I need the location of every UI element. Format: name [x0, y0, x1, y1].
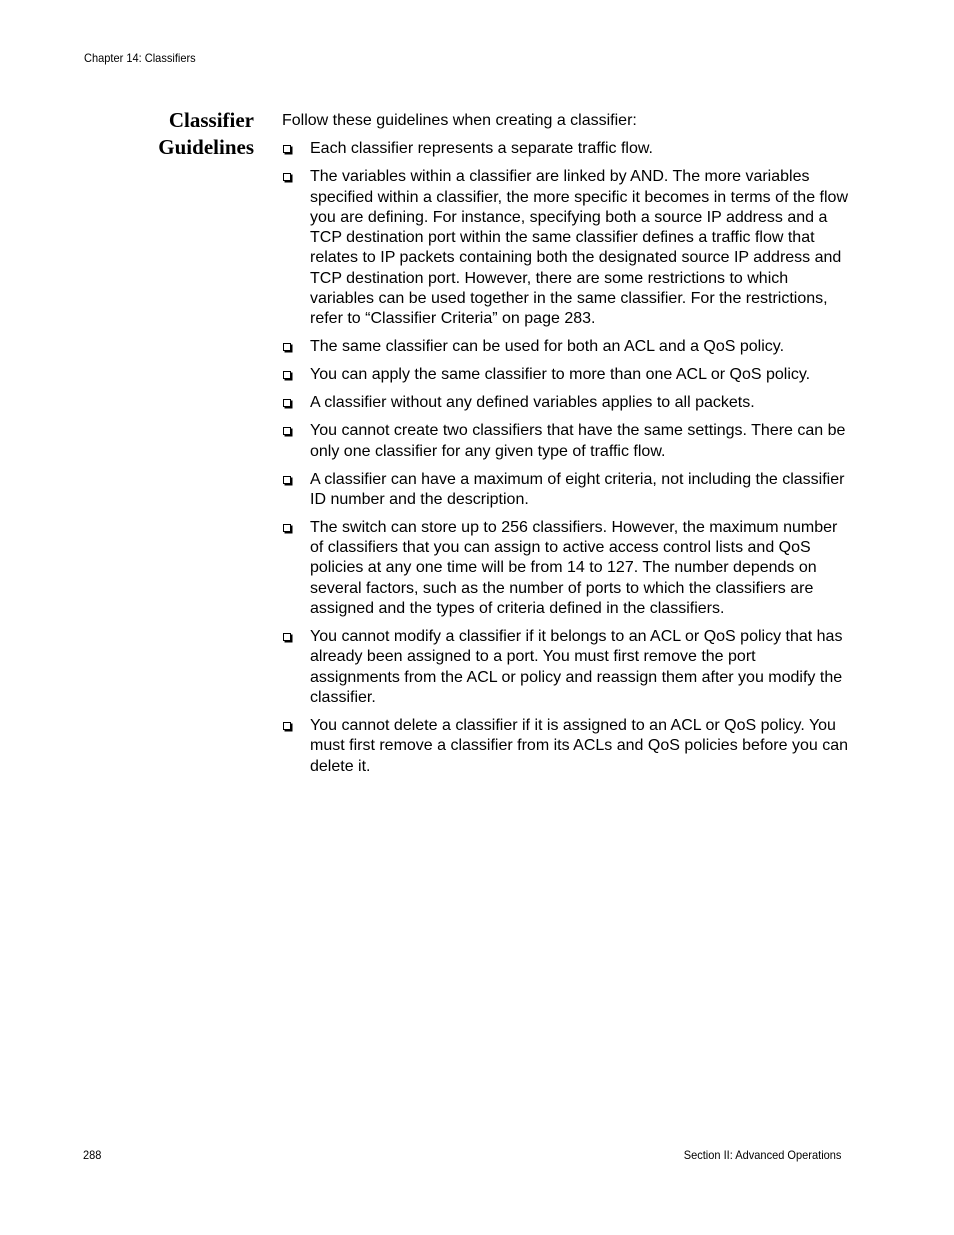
checkbox-icon [283, 427, 291, 435]
list-item-text: The same classifier can be used for both an ACL and a QoS policy. [310, 338, 785, 356]
list-item-text: The variables within a classifier are linked by AND. The more variables specified within a classifier, the more specific it becomes in terms of the flow you are defining. For instance, specifying both a source IP address and a TCP destination port within the same classifier defines a traffic flow that relates to IP packets containing both the designated source IP address and TCP destination port. However, there are some restrictions to which variables can be used together in the same classifier. For the restrictions, refer to “Classifier Criteria” on page 283. [310, 168, 848, 328]
list-item-text: You cannot modify a classifier if it belongs to an ACL or QoS policy that has already been assigned to a port. You must first remove the port assignments from the ACL or policy and reassign them after you modify the classifier. [310, 628, 843, 706]
checkbox-icon [283, 371, 291, 379]
list-item [282, 627, 848, 708]
checkbox-icon [283, 476, 291, 484]
checkbox-icon [283, 524, 291, 532]
list-item-text: You cannot create two classifiers that have the same settings. There can be only one classifier for any given type of traffic flow. [310, 422, 846, 460]
checkbox-icon [283, 343, 291, 351]
section-heading [100, 107, 254, 161]
section-heading-line-2: Guidelines [158, 135, 254, 159]
guidelines-list [282, 139, 848, 777]
list-item [282, 393, 848, 413]
checkbox-icon [283, 722, 291, 730]
checkbox-icon [283, 399, 291, 407]
section-heading-line-1: Classifier [168, 108, 254, 132]
list-item [282, 470, 848, 511]
list-item-text: A classifier without any defined variables applies to all packets. [310, 394, 755, 412]
list-item [282, 421, 848, 462]
running-footer-section: Section II: Advanced Operations [683, 1148, 841, 1162]
checkbox-icon [283, 633, 291, 641]
list-item [282, 167, 848, 329]
checkbox-icon [283, 145, 291, 153]
list-item [282, 518, 848, 619]
list-item-text: You cannot delete a classifier if it is assigned to an ACL or QoS policy. You must first remove a classifier from its ACLs and QoS policies before you can delete it. [310, 716, 848, 775]
list-item [282, 716, 848, 777]
list-item [282, 365, 848, 385]
running-header: Chapter 14: Classifiers [84, 51, 196, 65]
page-number: 288 [83, 1148, 102, 1162]
list-item [282, 139, 848, 159]
list-item-text: Each classifier represents a separate traffic flow. [310, 140, 653, 158]
list-item-text: A classifier can have a maximum of eight criteria, not including the classifier ID number and the description. [310, 470, 845, 508]
checkbox-icon [283, 173, 291, 181]
section-body [282, 111, 848, 784]
list-item-text: The switch can store up to 256 classifiers. However, the maximum number of classifiers that you can assign to active access control lists and QoS policies at any one time will be from 14 to 127. The number depends on several factors, such as the number of ports to which the classifiers are assigned and the types of criteria defined in the classifiers. [310, 518, 838, 618]
intro-paragraph: Follow these guidelines when creating a classifier: [282, 112, 637, 129]
list-item [282, 337, 848, 357]
list-item-text: You can apply the same classifier to more than one ACL or QoS policy. [310, 366, 811, 384]
